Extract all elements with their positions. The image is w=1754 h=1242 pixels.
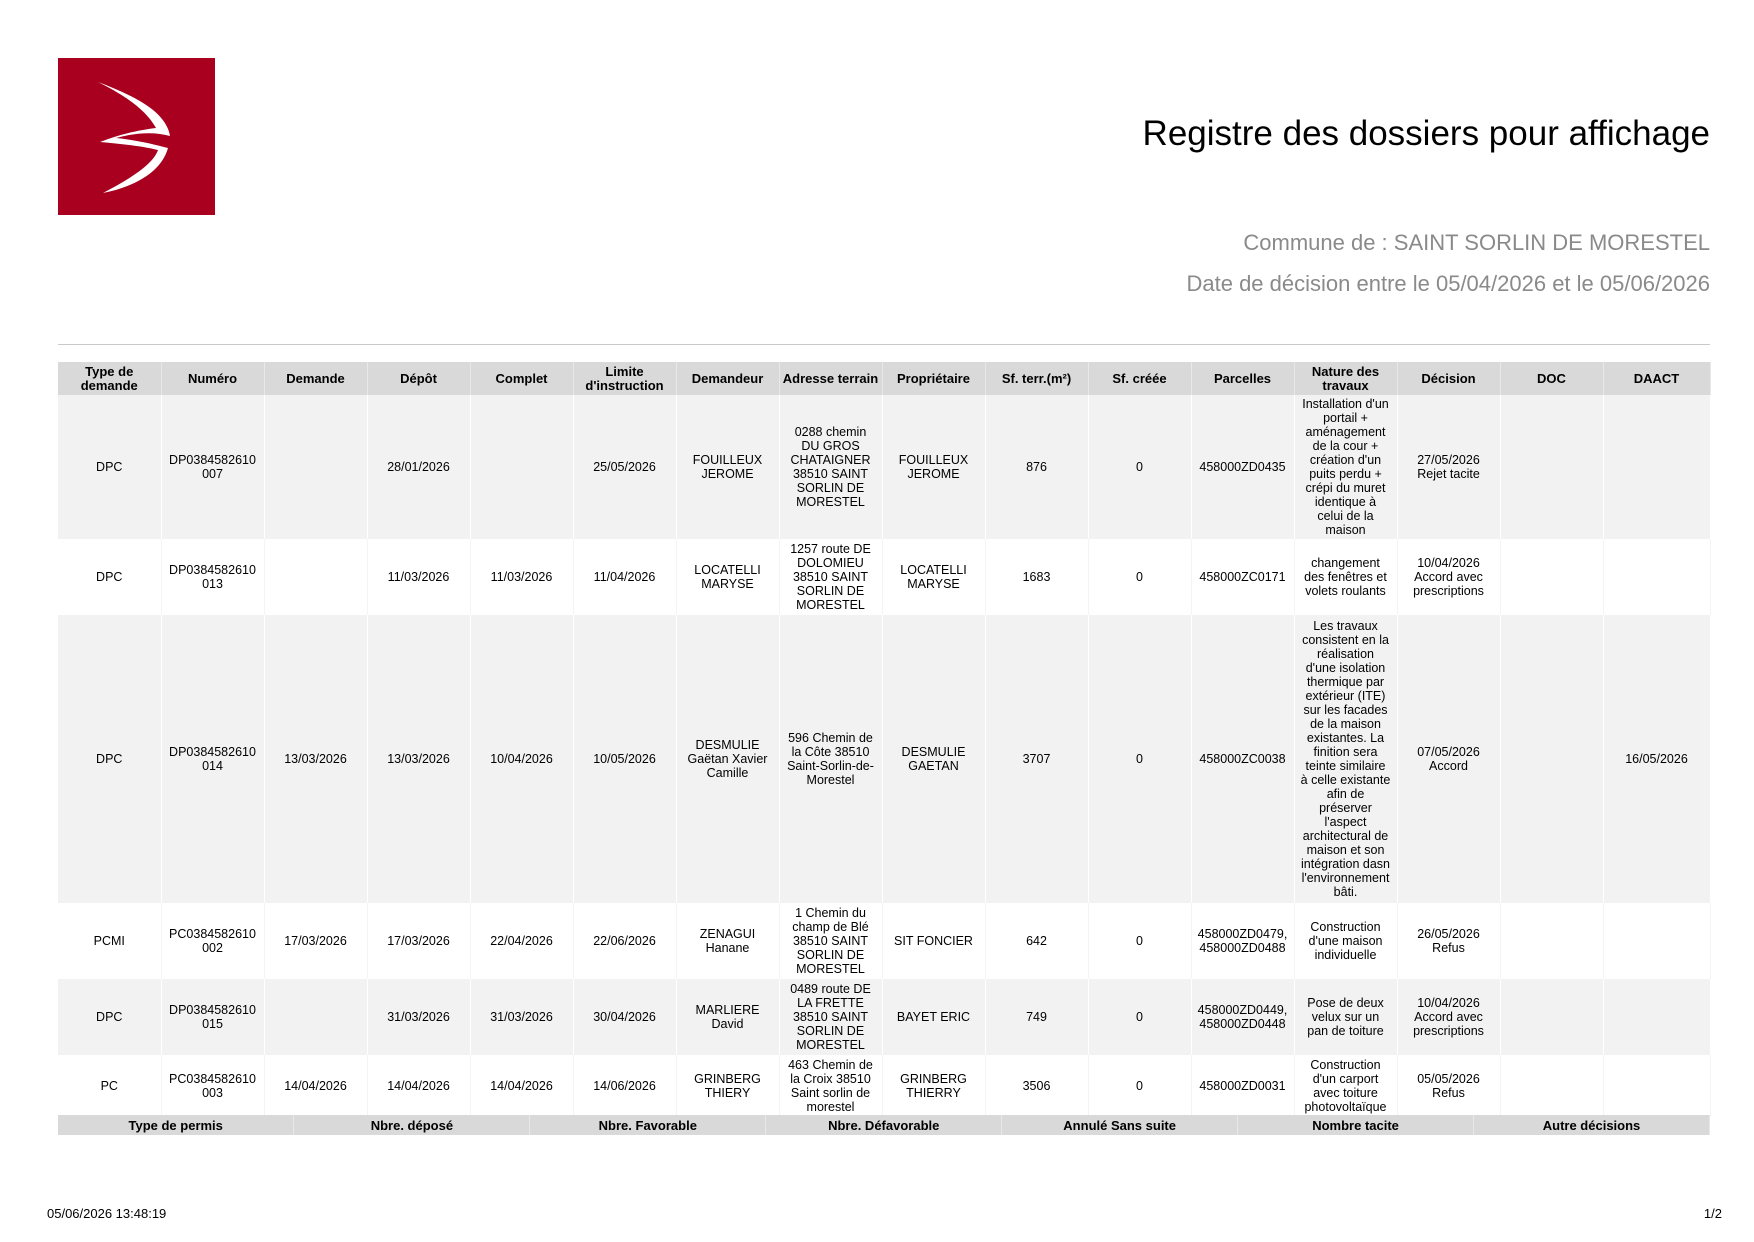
cell-adresse: 1 Chemin du champ de Blé 38510 SAINT SORLIN DE MORESTEL — [779, 903, 882, 979]
cell-decision — [1397, 979, 1500, 1055]
cell-adresse: 0489 route DE LA FRETTE 38510 SAINT SORLIN DE MORESTEL — [779, 979, 882, 1055]
cell-daact: 16/05/2026 — [1603, 615, 1710, 903]
column-header: Demande — [264, 362, 367, 395]
column-header: Adresse terrain — [779, 362, 882, 395]
cell-demande: 14/04/2026 — [264, 1055, 367, 1117]
cell-depot: 17/03/2026 — [367, 903, 470, 979]
cell-adresse: 1257 route DE DOLOMIEU 38510 SAINT SORLIN DE MORESTEL — [779, 539, 882, 615]
cell-parcelles: 458000ZC0171 — [1191, 539, 1294, 615]
cell-adresse: 596 Chemin de la Côte 38510 Saint-Sorlin-de-Morestel — [779, 615, 882, 903]
cell-sf-creee: 0 — [1088, 1055, 1191, 1117]
decision-date: 10/04/2026 — [1417, 996, 1480, 1010]
cell-daact — [1603, 979, 1710, 1055]
cell-proprietaire: GRINBERG THIERRY — [882, 1055, 985, 1117]
table-row — [58, 539, 1710, 615]
cell-demande — [264, 979, 367, 1055]
summary-column-header: Nbre. Défavorable — [766, 1115, 1002, 1135]
cell-sf-terr: 3707 — [985, 615, 1088, 903]
cell-nature: Les travaux consistent en la réalisation d'une isolation thermique par extérieur (ITE) sur les facades de la maison existantes. La finition sera teinte similaire à celle existante afin de préserver l'aspect architectural de maison et son intégration dasn l'environnement bâti. — [1294, 615, 1397, 903]
summary-column-header: Nbre. Favorable — [530, 1115, 766, 1135]
cell-limite: 22/06/2026 — [573, 903, 676, 979]
logo — [58, 58, 215, 215]
cell-sf-creee: 0 — [1088, 615, 1191, 903]
cell-proprietaire: SIT FONCIER — [882, 903, 985, 979]
decision-date: 05/05/2026 — [1417, 1072, 1480, 1086]
cell-demandeur: GRINBERG THIERY — [676, 1055, 779, 1117]
cell-nature: changement des fenêtres et volets roulants — [1294, 539, 1397, 615]
cell-complet: 11/03/2026 — [470, 539, 573, 615]
table-row — [58, 1055, 1710, 1117]
cell-complet: 31/03/2026 — [470, 979, 573, 1055]
decision-label: Refus — [1432, 1086, 1465, 1100]
cell-sf-terr: 642 — [985, 903, 1088, 979]
cell-complet: 10/04/2026 — [470, 615, 573, 903]
cell-parcelles: 458000ZD0479, 458000ZD0488 — [1191, 903, 1294, 979]
cell-numero: DP0384582610 007 — [161, 395, 264, 539]
cell-sf-terr: 876 — [985, 395, 1088, 539]
column-header: Demandeur — [676, 362, 779, 395]
column-header: Limite d'instruction — [573, 362, 676, 395]
cell-proprietaire: DESMULIE GAETAN — [882, 615, 985, 903]
cell-sf-creee: 0 — [1088, 903, 1191, 979]
cell-adresse: 0288 chemin DU GROS CHATAIGNER 38510 SAINT SORLIN DE MORESTEL — [779, 395, 882, 539]
commune-label: Commune de : SAINT SORLIN DE MORESTEL — [1243, 230, 1710, 255]
cell-type: DPC — [58, 979, 161, 1055]
cell-parcelles: 458000ZD0435 — [1191, 395, 1294, 539]
summary-table — [58, 1115, 1710, 1135]
summary-column-header: Type de permis — [58, 1115, 294, 1135]
cell-demande: 17/03/2026 — [264, 903, 367, 979]
summary-column-header: Nombre tacite — [1238, 1115, 1474, 1135]
cell-decision — [1397, 1055, 1500, 1117]
cell-depot: 13/03/2026 — [367, 615, 470, 903]
cell-decision — [1397, 615, 1500, 903]
cell-decision — [1397, 395, 1500, 539]
cell-numero: DP0384582610 015 — [161, 979, 264, 1055]
footer-timestamp: 05/06/2026 13:48:19 — [47, 1206, 167, 1221]
cell-depot: 31/03/2026 — [367, 979, 470, 1055]
cell-type: DPC — [58, 539, 161, 615]
cell-sf-creee: 0 — [1088, 395, 1191, 539]
cell-nature: Construction d'une maison individuelle — [1294, 903, 1397, 979]
cell-sf-creee: 0 — [1088, 539, 1191, 615]
cell-numero: PC0384582610 002 — [161, 903, 264, 979]
column-header: Décision — [1397, 362, 1500, 395]
cell-daact — [1603, 539, 1710, 615]
column-header: Propriétaire — [882, 362, 985, 395]
decision-label: Rejet tacite — [1417, 467, 1480, 481]
date-range-label: Date de décision entre le 05/04/2026 et le 05/06/2026 — [1186, 271, 1710, 296]
cell-demande: 13/03/2026 — [264, 615, 367, 903]
header-divider — [58, 344, 1710, 345]
decision-date: 10/04/2026 — [1417, 556, 1480, 570]
cell-sf-terr: 749 — [985, 979, 1088, 1055]
cell-doc — [1500, 539, 1603, 615]
cell-type: DPC — [58, 395, 161, 539]
cell-demandeur: DESMULIE Gaëtan Xavier Camille — [676, 615, 779, 903]
cell-doc — [1500, 903, 1603, 979]
column-header: Complet — [470, 362, 573, 395]
cell-doc — [1500, 979, 1603, 1055]
cell-doc — [1500, 615, 1603, 903]
cell-limite: 30/04/2026 — [573, 979, 676, 1055]
table-row — [58, 615, 1710, 903]
table-row — [58, 979, 1710, 1055]
page-number: 1/2 — [1703, 1206, 1722, 1221]
cell-complet: 14/04/2026 — [470, 1055, 573, 1117]
dossiers-table — [58, 362, 1711, 1117]
swallow-logo-icon — [58, 58, 215, 215]
cell-depot: 11/03/2026 — [367, 539, 470, 615]
cell-daact — [1603, 395, 1710, 539]
cell-parcelles: 458000ZD0031 — [1191, 1055, 1294, 1117]
cell-adresse: 463 Chemin de la Croix 38510 Saint sorlin de morestel — [779, 1055, 882, 1117]
column-header: DOC — [1500, 362, 1603, 395]
column-header: Parcelles — [1191, 362, 1294, 395]
cell-nature: Pose de deux velux sur un pan de toiture — [1294, 979, 1397, 1055]
cell-demandeur: ZENAGUI Hanane — [676, 903, 779, 979]
cell-limite: 10/05/2026 — [573, 615, 676, 903]
column-header: Sf. créée — [1088, 362, 1191, 395]
cell-sf-terr: 1683 — [985, 539, 1088, 615]
cell-demandeur: MARLIERE David — [676, 979, 779, 1055]
cell-proprietaire: LOCATELLI MARYSE — [882, 539, 985, 615]
column-header: Type de demande — [58, 362, 161, 395]
column-header: Nature des travaux — [1294, 362, 1397, 395]
cell-proprietaire: FOUILLEUX JEROME — [882, 395, 985, 539]
cell-nature: Construction d'un carport avec toiture photovoltaïque — [1294, 1055, 1397, 1117]
cell-doc — [1500, 1055, 1603, 1117]
summary-column-header: Autre décisions — [1474, 1115, 1710, 1135]
cell-decision — [1397, 903, 1500, 979]
cell-demandeur: FOUILLEUX JEROME — [676, 395, 779, 539]
cell-demande — [264, 395, 367, 539]
table-row — [58, 395, 1710, 539]
cell-parcelles: 458000ZD0449, 458000ZD0448 — [1191, 979, 1294, 1055]
cell-doc — [1500, 395, 1603, 539]
summary-column-header: Annulé Sans suite — [1002, 1115, 1238, 1135]
column-header: Dépôt — [367, 362, 470, 395]
cell-complet: 22/04/2026 — [470, 903, 573, 979]
decision-label: Refus — [1432, 941, 1465, 955]
decision-date: 27/05/2026 — [1417, 453, 1480, 467]
table-row — [58, 903, 1710, 979]
cell-daact — [1603, 903, 1710, 979]
column-header: Numéro — [161, 362, 264, 395]
cell-limite: 25/05/2026 — [573, 395, 676, 539]
cell-type: PC — [58, 1055, 161, 1117]
cell-proprietaire: BAYET ERIC — [882, 979, 985, 1055]
decision-date: 26/05/2026 — [1417, 927, 1480, 941]
summary-header-row — [58, 1115, 1710, 1135]
cell-complet — [470, 395, 573, 539]
cell-depot: 28/01/2026 — [367, 395, 470, 539]
cell-sf-creee: 0 — [1088, 979, 1191, 1055]
cell-numero: DP0384582610 014 — [161, 615, 264, 903]
cell-demande — [264, 539, 367, 615]
cell-demandeur: LOCATELLI MARYSE — [676, 539, 779, 615]
cell-numero: PC0384582610 003 — [161, 1055, 264, 1117]
decision-date: 07/05/2026 — [1417, 745, 1480, 759]
cell-sf-terr: 3506 — [985, 1055, 1088, 1117]
cell-daact — [1603, 1055, 1710, 1117]
column-header: DAACT — [1603, 362, 1710, 395]
cell-numero: DP0384582610 013 — [161, 539, 264, 615]
summary-column-header: Nbre. déposé — [294, 1115, 530, 1135]
table-header-row — [58, 362, 1710, 395]
column-header: Sf. terr.(m²) — [985, 362, 1088, 395]
decision-label: Accord avec prescriptions — [1413, 1010, 1484, 1038]
cell-decision — [1397, 539, 1500, 615]
page-title: Registre des dossiers pour affichage — [1142, 114, 1710, 153]
cell-type: DPC — [58, 615, 161, 903]
cell-type: PCMI — [58, 903, 161, 979]
cell-parcelles: 458000ZC0038 — [1191, 615, 1294, 903]
cell-limite: 14/06/2026 — [573, 1055, 676, 1117]
cell-depot: 14/04/2026 — [367, 1055, 470, 1117]
cell-limite: 11/04/2026 — [573, 539, 676, 615]
decision-label: Accord — [1429, 759, 1468, 773]
decision-label: Accord avec prescriptions — [1413, 570, 1484, 598]
cell-nature: Installation d'un portail + aménagement de la cour + création d'un puits perdu + crépi du muret identique à celui de la maison — [1294, 395, 1397, 539]
